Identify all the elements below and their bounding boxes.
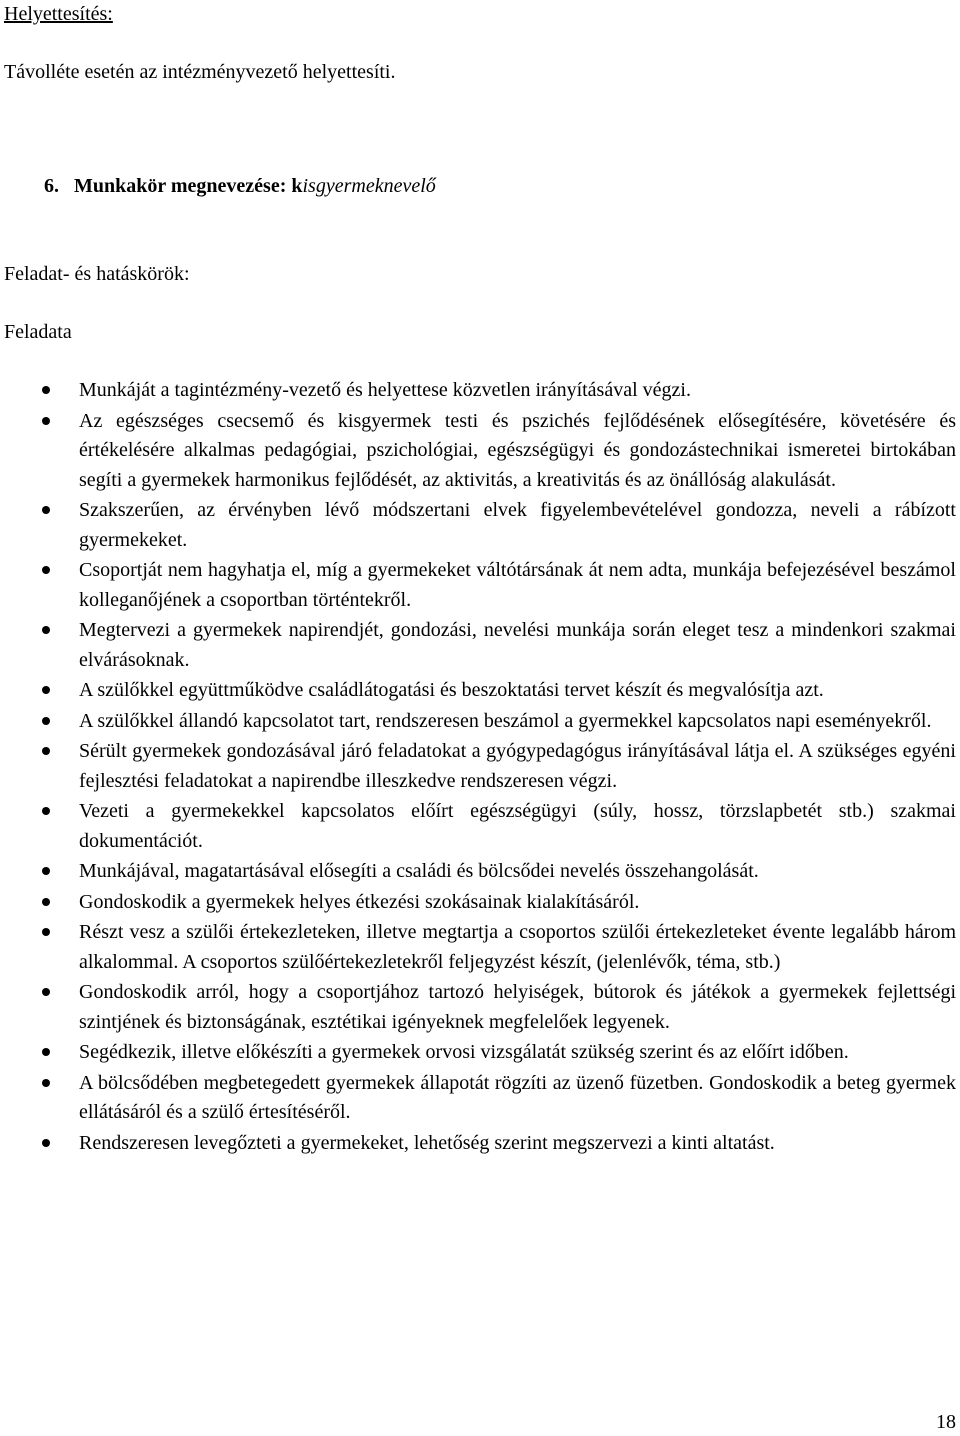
list-item: A szülőkkel állandó kapcsolatot tart, rendszeresen beszámol a gyermekkel kapcsolatos napi eseményekről.: [0, 707, 960, 737]
bullet-icon: [42, 1048, 50, 1056]
list-item: Sérült gyermekek gondozásával járó feladatokat a gyógypedagógus irányításával látja el. A szükséges egyéni fejlesztési feladatokat a napirendbe illeszkedve rendszeresen végzi.: [0, 737, 960, 796]
bullet-icon: [42, 566, 50, 574]
bullet-icon: [42, 686, 50, 694]
bullet-icon: [42, 1079, 50, 1087]
list-item: Csoportját nem hagyhatja el, míg a gyermekeket váltótársának át nem adta, munkája befejezésével beszámol kolleganőjének a csoportban történtekről.: [0, 556, 960, 615]
bullet-icon: [42, 747, 50, 755]
bullet-icon: [42, 417, 50, 425]
list-item: Az egészséges csecsemő és kisgyermek testi és pszichés fejlődésének elősegítésére, követésére és értékelésére alkalmas pedagógiai, pszichológiai, egészségügyi és gondozástechnikai ismeretei birtokában segíti a gyermekek harmonikus fejlődését, az aktivitás, a kreativitás és az önállóság alakulását.: [0, 407, 960, 496]
bullet-icon: [42, 928, 50, 936]
duties-heading: Feladat- és hatáskörök:: [4, 263, 190, 285]
deputy-heading: Helyettesítés:: [4, 3, 113, 25]
section-title-bold: Munkakör megnevezése: k: [74, 175, 303, 197]
deputy-text: Távolléte esetén az intézményvezető helyettesíti.: [4, 61, 396, 83]
section-number: 6.: [44, 175, 59, 197]
bullet-icon: [42, 626, 50, 634]
bullet-icon: [42, 506, 50, 514]
list-item: Vezeti a gyermekekkel kapcsolatos előírt egészségügyi (súly, hossz, törzslapbetét stb.) szakmai dokumentációt.: [0, 797, 960, 856]
list-item: Rendszeresen levegőzteti a gyermekeket, lehetőség szerint megszervezi a kinti altatást.: [0, 1129, 960, 1159]
list-item: Gondoskodik a gyermekek helyes étkezési szokásainak kialakításáról.: [0, 888, 960, 918]
bullet-icon: [42, 867, 50, 875]
bullet-icon: [42, 807, 50, 815]
bullet-icon: [42, 988, 50, 996]
bullet-icon: [42, 717, 50, 725]
list-item: Segédkezik, illetve előkészíti a gyermekek orvosi vizsgálatát szükség szerint és az előírt időben.: [0, 1038, 960, 1068]
list-item: Megtervezi a gyermekek napirendjét, gondozási, nevelési munkája során eleget tesz a mindenkori szakmai elvárásoknak.: [0, 616, 960, 675]
bullet-icon: [42, 386, 50, 394]
section-title-italic: isgyermeknevelő: [302, 175, 436, 197]
task-heading: Feladata: [4, 321, 72, 343]
list-item: Gondoskodik arról, hogy a csoportjához tartozó helyiségek, bútorok és játékok a gyermekek fejlettségi szintjének és biztonságának, esztétikai igényeknek megfelelőek legyenek.: [0, 978, 960, 1037]
list-item: Részt vesz a szülői értekezleteken, illetve megtartja a csoportos szülői értekezleteket évente legalább három alkalommal. A csoportos szülőértekezletekről feljegyzést készít, (jelenlévők, téma, stb.): [0, 918, 960, 977]
list-item: Munkáját a tagintézmény-vezető és helyettese közvetlen irányításával végzi.: [0, 376, 960, 406]
bullet-icon: [42, 1139, 50, 1147]
list-item: A bölcsődében megbetegedett gyermekek állapotát rögzíti az üzenő füzetben. Gondoskodik a beteg gyermek ellátásáról és a szülő értesítéséről.: [0, 1069, 960, 1128]
task-list: [0, 376, 960, 1159]
page-number: 18: [936, 1411, 956, 1433]
section-heading: [44, 174, 436, 198]
list-item: A szülőkkel együttműködve családlátogatási és beszoktatási tervet készít és megvalósítja azt.: [0, 676, 960, 706]
bullet-icon: [42, 898, 50, 906]
list-item: Munkájával, magatartásával elősegíti a családi és bölcsődei nevelés összehangolását.: [0, 857, 960, 887]
list-item: Szakszerűen, az érvényben lévő módszertani elvek figyelembevételével gondozza, neveli a rábízott gyermekeket.: [0, 496, 960, 555]
